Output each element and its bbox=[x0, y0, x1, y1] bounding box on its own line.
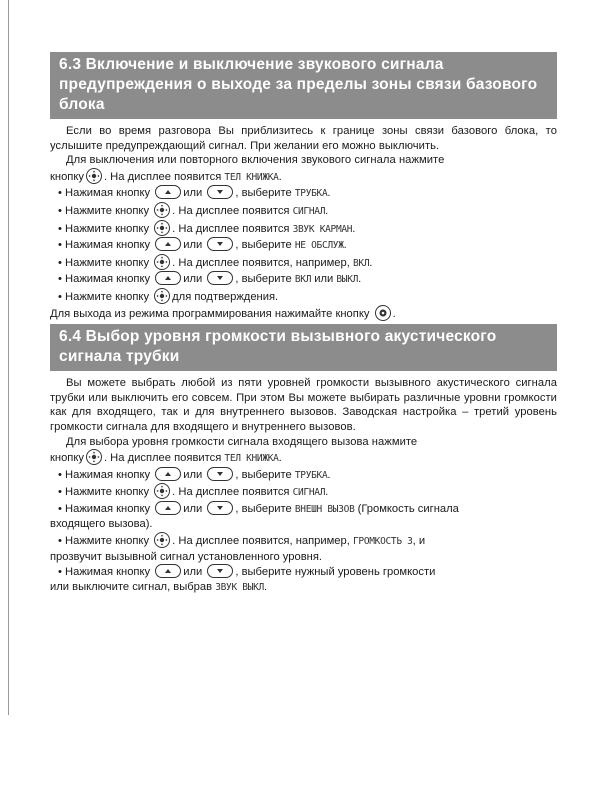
bullet-continuation: входящего вызова). bbox=[50, 518, 153, 531]
menu-button-icon bbox=[154, 220, 170, 236]
section-6-3-title: 6.3 Включение и выключение звукового сигнала предупреждения о выходе за пределы зоны связи базового блока bbox=[50, 52, 557, 119]
display-text: ТЕЛ КНИЖКА bbox=[224, 171, 279, 183]
display-text: ВКЛ bbox=[294, 274, 312, 286]
up-button-icon bbox=[155, 237, 181, 251]
bullet-item: • Нажмите кнопку . На дисплее появится, например, ГРОМКОСТЬ 3, и bbox=[50, 532, 557, 550]
bullet-item: • Нажмите кнопку . На дисплее появится, например, ВКЛ. bbox=[50, 254, 557, 272]
bullet-item: • Нажмите кнопку . На дисплее появится СИГНАЛ. bbox=[50, 483, 557, 501]
display-text: СИГНАЛ bbox=[292, 205, 326, 217]
menu-button-icon bbox=[86, 168, 102, 184]
down-button-icon bbox=[207, 564, 233, 578]
display-text: ТРУБКА bbox=[294, 469, 328, 481]
display-text: ЗВУК ВЫКЛ bbox=[215, 581, 264, 593]
display-text: ВНЕШН ВЫЗОВ bbox=[294, 503, 355, 515]
bullet-item: • Нажимая кнопку или , выберите НЕ ОБСЛУЖ. bbox=[58, 239, 347, 252]
section-6-4-para2-line2: кнопку . На дисплее появится ТЕЛ КНИЖКА. bbox=[50, 449, 557, 467]
section-6-3-para2-line2: кнопку . На дисплее появится ТЕЛ КНИЖКА. bbox=[50, 168, 557, 186]
display-text: ЗВУК КАРМАН bbox=[292, 223, 353, 235]
section-6-4-para2-line1: Для выбора уровня громкости сигнала входящего вызова нажмите bbox=[66, 435, 418, 448]
bullet-item: • Нажмите кнопку . На дисплее появится ЗВУК КАРМАН. bbox=[50, 220, 557, 238]
display-text: ВЫКЛ bbox=[336, 274, 359, 286]
bullet-continuation: прозвучит вызывной сигнал установленного уровня. bbox=[50, 550, 322, 563]
display-text: СИГНАЛ bbox=[292, 487, 326, 499]
down-button-icon bbox=[207, 467, 233, 481]
menu-button-icon bbox=[86, 449, 102, 465]
bullet-item: • Нажимая кнопку или , выберите ВКЛ или ВЫКЛ. bbox=[58, 273, 362, 286]
down-button-icon bbox=[207, 237, 233, 251]
display-text: ТЕЛ КНИЖКА bbox=[224, 453, 279, 465]
bullet-item: • Нажимая кнопку или , выберите нужный уровень громкости bbox=[58, 566, 436, 579]
up-button-icon bbox=[155, 501, 181, 515]
menu-button-icon bbox=[154, 202, 170, 218]
page-margin-rule bbox=[8, 0, 9, 715]
section-6-4-intro: Вы можете выбрать любой из пяти уровней громкости вызывного акустического сигнала трубки или выключить его совсем. При этом Вы можете выбирать различные уровни громкости как для входящего, так и для внутреннего вызовов. Заводская настройка – третий уровень громкости сигнала для входящего и внутреннего вызовов. bbox=[50, 377, 557, 433]
display-text: ГРОМКОСТЬ 3 bbox=[352, 536, 413, 548]
manual-page bbox=[50, 52, 557, 595]
section-6-3-para2-line1: Для выключения или повторного включения звукового сигнала нажмите bbox=[66, 154, 445, 167]
menu-button-icon bbox=[154, 483, 170, 499]
exit-instruction: Для выхода из режима программирования нажимайте кнопку . bbox=[50, 305, 557, 322]
bullet-item: • Нажимая кнопку или , выберите ТРУБКА. bbox=[58, 468, 331, 481]
exit-button-icon bbox=[375, 305, 391, 321]
down-button-icon bbox=[207, 501, 233, 515]
bullet-continuation: или выключите сигнал, выбрав ЗВУК ВЫКЛ. bbox=[50, 580, 268, 593]
up-button-icon bbox=[155, 467, 181, 481]
bullet-item: • Нажмите кнопку . На дисплее появится СИГНАЛ. bbox=[50, 202, 557, 220]
bullet-item: • Нажимая кнопку или , выберите ВНЕШН ВЫЗОВ (Громкость сигнала bbox=[58, 502, 459, 515]
display-text: ТРУБКА bbox=[294, 188, 328, 200]
down-button-icon bbox=[207, 271, 233, 285]
section-6-3-intro: Если во время разговора Вы приблизитесь к границе зоны связи базового блока, то услышите предупреждающий сигнал. При желании его можно выключить. bbox=[50, 125, 557, 152]
display-text: ВКЛ bbox=[352, 257, 370, 269]
display-text: НЕ ОБСЛУЖ bbox=[294, 240, 344, 252]
bullet-item: • Нажмите кнопку для подтверждения. bbox=[50, 288, 557, 305]
down-button-icon bbox=[207, 185, 233, 199]
up-button-icon bbox=[155, 271, 181, 285]
menu-button-icon bbox=[154, 532, 170, 548]
menu-button-icon bbox=[154, 254, 170, 270]
section-6-4-title: 6.4 Выбор уровня громкости вызывного акустического сигнала трубки bbox=[50, 324, 557, 371]
up-button-icon bbox=[155, 185, 181, 199]
up-button-icon bbox=[155, 564, 181, 578]
bullet-item: • Нажимая кнопку или , выберите ТРУБКА. bbox=[58, 187, 331, 200]
menu-button-icon bbox=[154, 288, 170, 304]
